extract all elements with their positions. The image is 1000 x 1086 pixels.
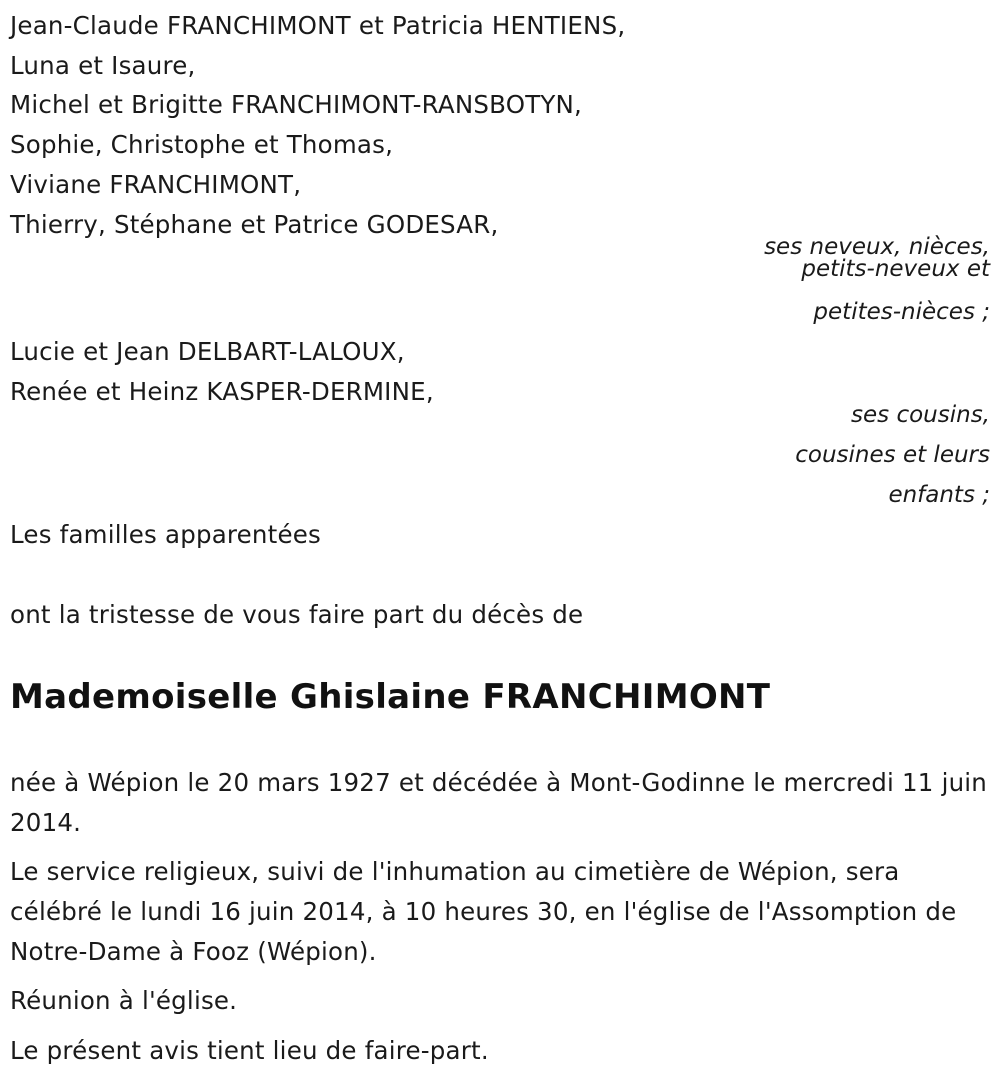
reunion-text: Réunion à l'église. — [10, 986, 238, 1015]
relation-label: petites-nièces ; — [813, 299, 990, 325]
family-line: Viviane FRANCHIMONT, — [10, 170, 302, 199]
relation-label: petits-neveux et — [801, 256, 990, 282]
deceased-name: Mademoiselle Ghislaine FRANCHIMONT — [10, 677, 771, 717]
family-line: Renée et Heinz KASPER-DERMINE, — [10, 377, 434, 406]
family-line: Thierry, Stéphane et Patrice GODESAR, — [10, 210, 499, 239]
related-families: Les familles apparentées — [10, 520, 321, 549]
relation-label: ses cousins, — [851, 402, 990, 428]
relation-label: ses neveux, nièces, — [764, 234, 990, 260]
relation-label: cousines et leurs — [795, 442, 990, 468]
family-line: Jean-Claude FRANCHIMONT et Patricia HENTIENS, — [10, 11, 626, 40]
family-line: Luna et Isaure, — [10, 51, 196, 80]
birth-death-text: née à Wépion le 20 mars 1927 et décédée à Mont-Godinne le mercredi 11 juin 2014. — [10, 768, 988, 837]
family-line: Sophie, Christophe et Thomas, — [10, 130, 394, 159]
relation-label: enfants ; — [888, 482, 990, 508]
service-text: Le service religieux, suivi de l'inhumation au cimetière de Wépion, sera célébré le lundi 16 juin 2014, à 10 heures 30, en l'église de l'Assomption de Notre-Dame à Fooz (Wépion). — [10, 857, 957, 966]
closing-text: Le présent avis tient lieu de faire-part. — [10, 1036, 489, 1065]
announcement-text: ont la tristesse de vous faire part du décès de — [10, 600, 584, 629]
family-line: Lucie et Jean DELBART-LALOUX, — [10, 337, 405, 366]
family-line: Michel et Brigitte FRANCHIMONT-RANSBOTYN, — [10, 90, 583, 119]
